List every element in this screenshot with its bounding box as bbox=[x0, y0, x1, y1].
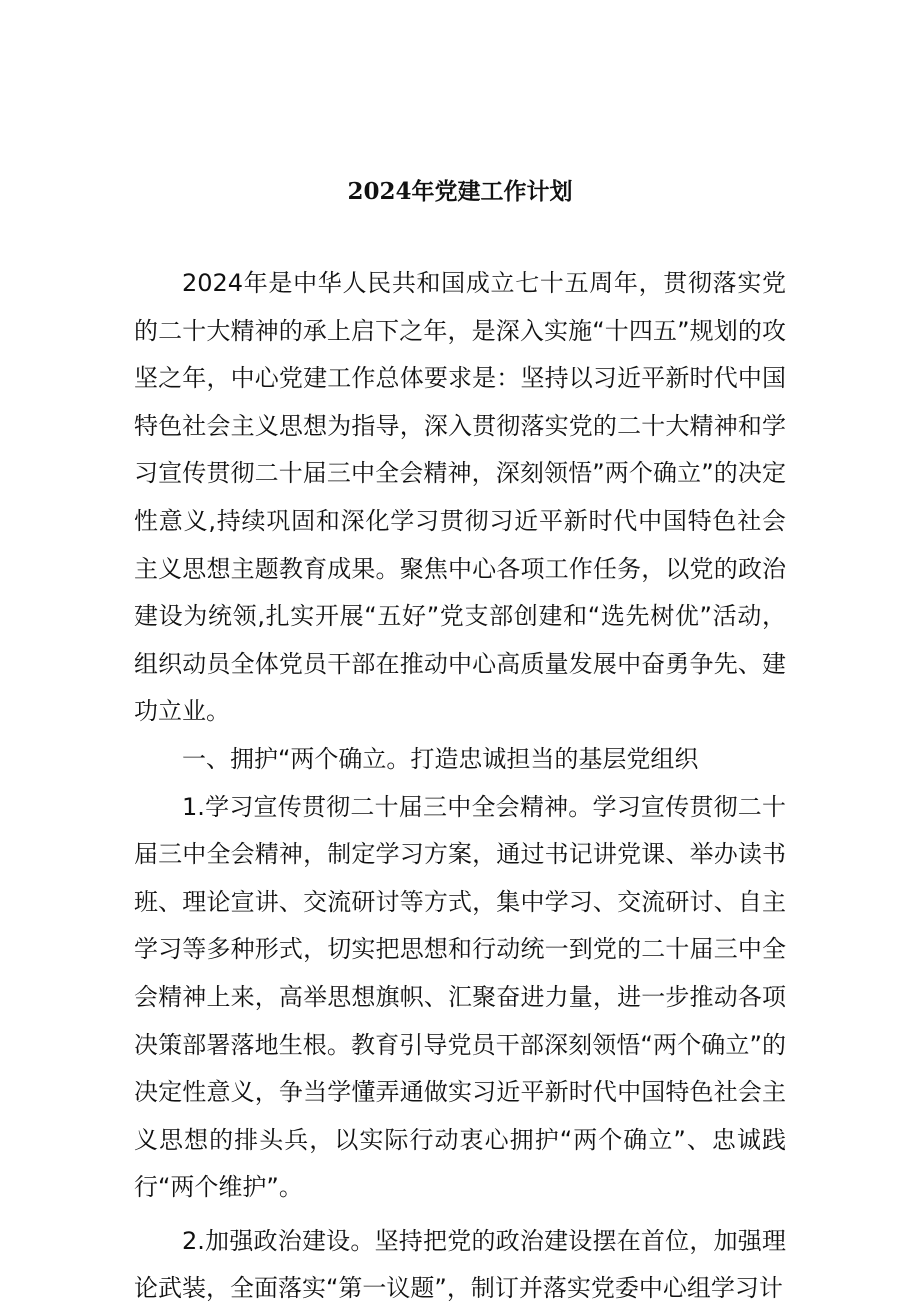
item-2-paragraph: 2.加强政治建设。坚持把党的政治建设摆在首位，加强理论武装，全面落实“第一议题”，制订并落实党委中心组学习计 bbox=[134, 1226, 786, 1303]
intro-paragraph: 2024年是中华人民共和国成立七十五周年，贯彻落实党的二十大精神的承上启下之年，是深入实施“十四五”规划的攻坚之年，中心党建工作总体要求是：坚持以习近平新时代中国特色社会主义思想为指导，深入贯彻落实党的二十大精神和学习宣传贯彻二十届三中全会精神，深刻领悟”两个确立”的决定性意义,持续巩固和深化学习贯彻习近平新时代中国特色社会主义思想主题教育成果。聚焦中心各项工作任务，以党的政治建设为统领,扎实开展“五好”党支部创建和“选先树优”活动，组织动员全体党员干部在推动中心高质量发展中奋勇争先、建功立业。 bbox=[134, 269, 786, 726]
document-body bbox=[134, 260, 786, 1313]
document-title: 2024年党建工作计划 bbox=[347, 178, 573, 205]
item-1-paragraph: 1.学习宣传贯彻二十届三中全会精神。学习宣传贯彻二十届三中全会精神，制定学习方案，通过书记讲党课、举办读书班、理论宣讲、交流研讨等方式，集中学习、交流研讨、自主学习等多种形式，切实把思想和行动统一到党的二十届三中全会精神上来，高举思想旗帜、汇聚奋进力量，进一步推动各项决策部署落地生根。教育引导党员干部深刻领悟“两个确立”的决定性意义，争当学懂弄通做实习近平新时代中国特色社会主义思想的排头兵，以实际行动衷心拥护“两个确立”、忠诚践行“两个维护”。 bbox=[134, 792, 786, 1202]
section-heading: 一、拥护“两个确立。打造忠诚担当的基层党组织 bbox=[182, 744, 699, 773]
